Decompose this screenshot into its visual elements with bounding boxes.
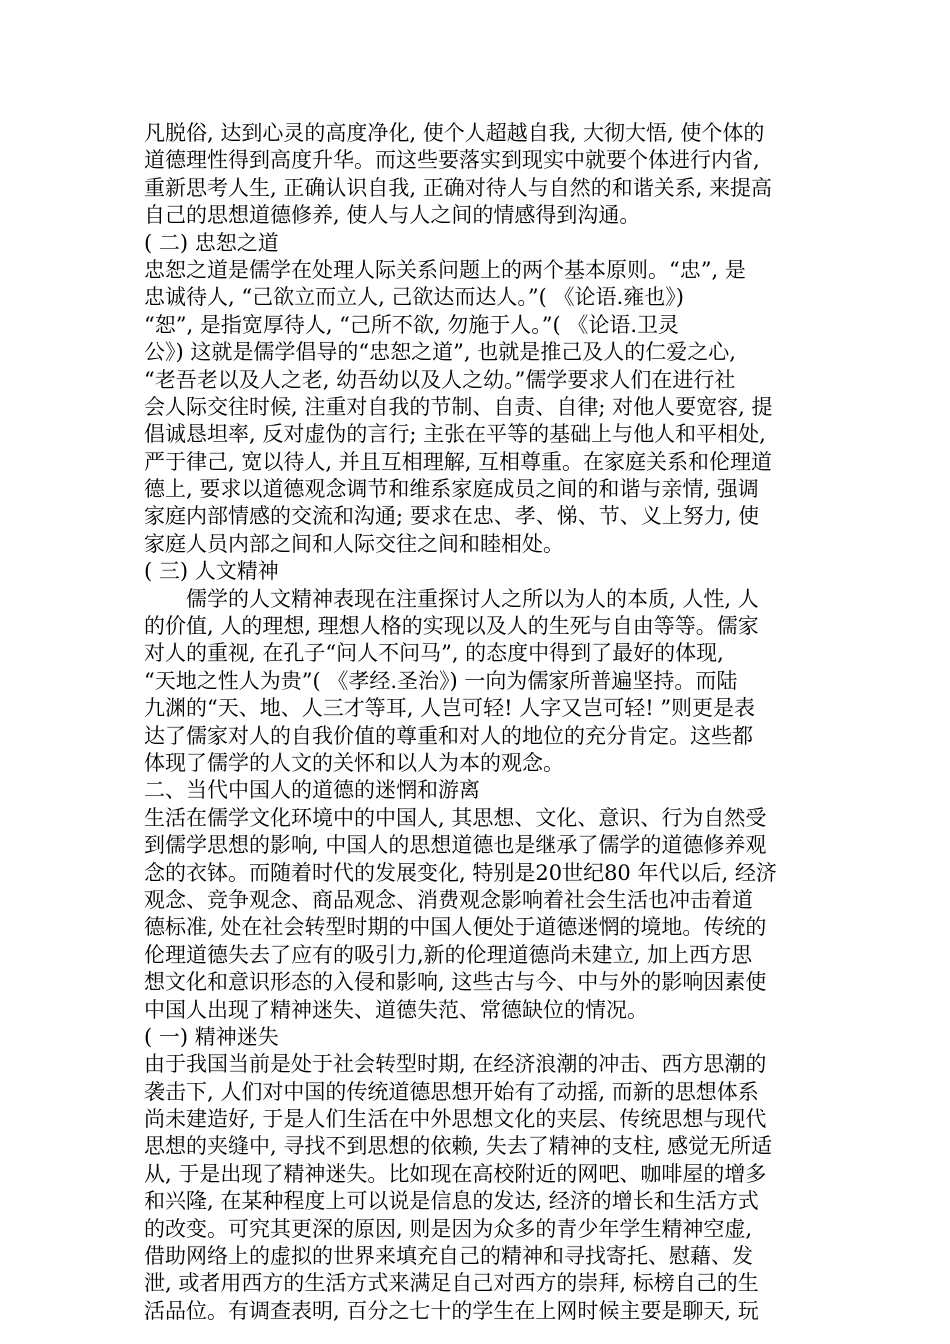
text-line: 达了儒家对人的自我价值的尊重和对人的地位的充分肯定。这些都 — [144, 723, 753, 748]
text-line: 德标准, 处在社会转型时期的中国人便处于道德迷惘的境地。传统的 — [144, 915, 767, 940]
text-line: 袭击下, 人们对中国的传统道德思想开始有了动摇, 而新的思想体系 — [144, 1079, 759, 1104]
section-heading: ( 一) 精神迷失 — [144, 1024, 279, 1049]
text-line: 想文化和意识形态的入侵和影响, 这些古与今、中与外的影响因素使 — [144, 970, 767, 995]
text-line: 从, 于是出现了精神迷失。比如现在高校附近的网吧、咖啡屋的增多 — [144, 1161, 767, 1186]
text-line: 家庭内部情感的交流和沟通; 要求在忠、孝、悌、节、义上努力, 使 — [144, 504, 760, 529]
text-line: 忠诚待人, “己欲立而立人, 己欲达而达人。”( 《论语.雍也》) — [144, 285, 684, 310]
section-heading: ( 三) 人文精神 — [144, 559, 279, 584]
text-line: 的价值, 人的理想, 理想人格的实现以及人的生死与自由等等。儒家 — [144, 614, 759, 639]
text-line: 公》) 这就是儒学倡导的“忠恕之道”, 也就是推己及人的仁爱之心, — [144, 340, 736, 365]
text-line: 念的衣钵。而随着时代的发展变化, 特别是20世纪80 年代以后, 经济 — [144, 860, 777, 885]
text-line: 忠恕之道是儒学在处理人际关系问题上的两个基本原则。“忠”, 是 — [144, 257, 746, 282]
text-line: 泄, 或者用西方的生活方式来满足自己对西方的崇拜, 标榜自己的生 — [144, 1271, 759, 1296]
text-line: 德上, 要求以道德观念调节和维系家庭成员之间的和谐与亲情, 强调 — [144, 477, 759, 502]
text-line: 严于律己, 宽以待人, 并且互相理解, 互相尊重。在家庭关系和伦理道 — [144, 449, 773, 474]
text-line: 生活在儒学文化环境中的中国人, 其思想、文化、意识、行为自然受 — [144, 805, 767, 830]
text-line: “老吾老以及人之老, 幼吾幼以及人之幼。”儒学要求人们在进行社 — [144, 367, 736, 392]
text-line: 儒学的人文精神表现在注重探讨人之所以为人的本质, 人性, 人 — [186, 586, 759, 611]
text-line: 家庭人员内部之间和人际交往之间和睦相处。 — [144, 531, 564, 556]
text-line: “恕”, 是指宽厚待人, “己所不欲, 勿施于人。”( 《论语.卫灵 — [144, 312, 680, 337]
section-heading: 二、当代中国人的道德的迷惘和游离 — [144, 778, 480, 803]
section-heading: ( 二) 忠恕之道 — [144, 230, 279, 255]
text-line: 的改变。可究其更深的原因, 则是因为众多的青少年学生精神空虚, — [144, 1216, 753, 1241]
text-line: 自己的思想道德修养, 使人与人之间的情感得到沟通。 — [144, 203, 641, 228]
text-line: 借助网络上的虚拟的世界来填充自己的精神和寻找寄托、慰藉、发 — [144, 1244, 753, 1269]
text-line: 凡脱俗, 达到心灵的高度净化, 使个人超越自我, 大彻大悟, 使个体的 — [144, 121, 765, 145]
text-line: 尚未建造好, 于是人们生活在中外思想文化的夹层、传统思想与现代 — [144, 1107, 767, 1132]
text-line: 倡诚恳坦率, 反对虚伪的言行; 主张在平等的基础上与他人和平相处, — [144, 422, 766, 447]
text-line: 由于我国当前是处于社会转型时期, 在经济浪潮的冲击、西方思潮的 — [144, 1052, 767, 1077]
text-line: 观念、竞争观念、商品观念、消费观念影响着社会生活也冲击着道 — [144, 887, 753, 912]
text-line: 重新思考人生, 正确认识自我, 正确对待人与自然的和谐关系, 来提高 — [144, 175, 773, 200]
text-line: 思想的夹缝中, 寻找不到思想的依赖, 失去了精神的支柱, 感觉无所适 — [144, 1134, 773, 1159]
text-line: 到儒学思想的影响, 中国人的思想道德也是继承了儒学的道德修养观 — [144, 833, 767, 858]
text-line: 活品位。有调查表明, 百分之七十的学生在上网时候主要是聊天, 玩 — [144, 1298, 759, 1323]
text-line: 和兴隆, 在某种程度上可以说是信息的发达, 经济的增长和生活方式 — [144, 1189, 759, 1214]
document-body — [144, 120, 814, 1325]
text-line: 伦理道德失去了应有的吸引力,新的伦理道德尚未建立, 加上西方思 — [144, 942, 753, 967]
text-line: 体现了儒学的人文的关怀和以人为本的观念。 — [144, 750, 564, 775]
text-line: 中国人出现了精神迷失、道德失范、常德缺位的情况。 — [144, 997, 648, 1022]
text-line: 道德理性得到高度升华。而这些要落实到现实中就要个体进行内省, — [144, 148, 760, 173]
text-line: 对人的重视, 在孔子“问人不问马”, 的态度中得到了最好的体现, — [144, 641, 724, 666]
text-line: 会人际交往时候, 注重对自我的节制、自责、自律; 对他人要宽容, 提 — [144, 394, 773, 419]
text-line: “天地之性人为贵”( 《孝经.圣治》) 一向为儒家所普遍坚持。而陆 — [144, 668, 738, 693]
text-line: 九渊的“天、地、人三才等耳, 人岂可轻! 人字又岂可轻! ”则更是表 — [144, 696, 756, 721]
